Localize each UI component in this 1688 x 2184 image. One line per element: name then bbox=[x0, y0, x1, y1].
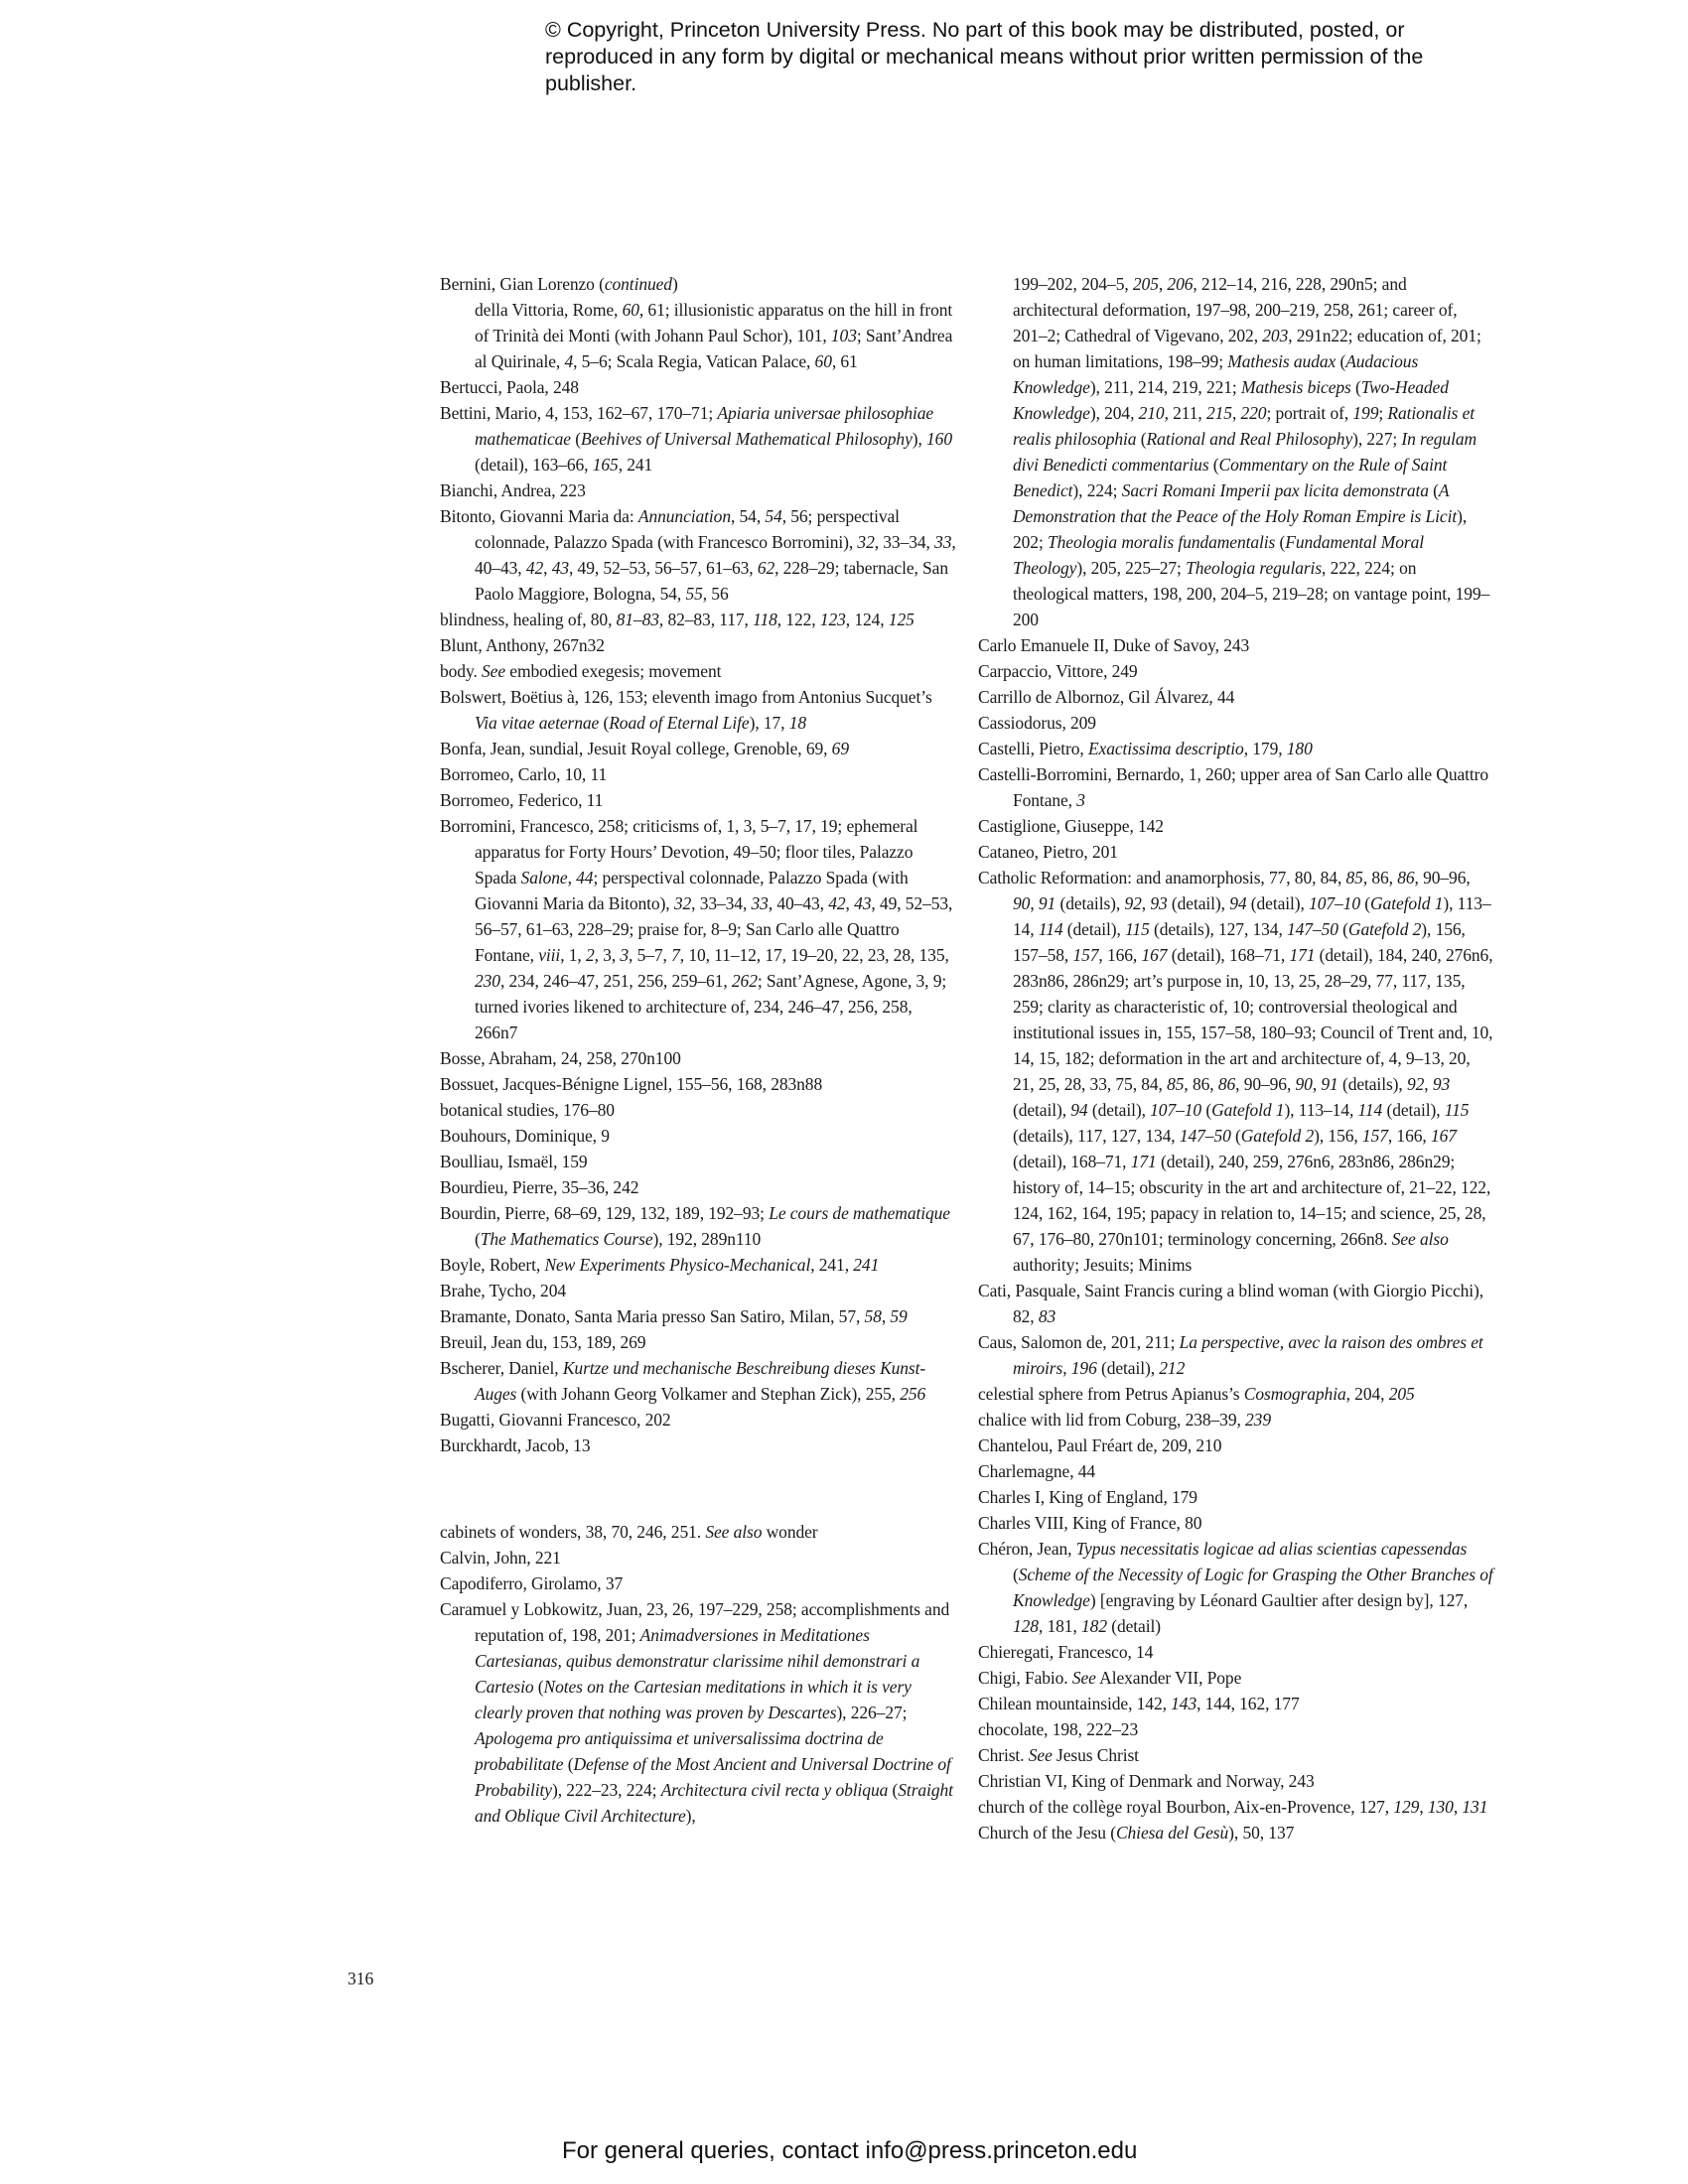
index-entry: chalice with lid from Coburg, 238–39, 239 bbox=[978, 1410, 1271, 1430]
index-entry: blindness, healing of, 80, 81–83, 82–83, 117, 118, 122, 123, 124, 125 bbox=[440, 610, 914, 629]
index-entry: Carpaccio, Vittore, 249 bbox=[978, 661, 1138, 681]
footer-contact: For general queries, contact info@press.princeton.edu bbox=[562, 2137, 1138, 2164]
index-entry: Carrillo de Albornoz, Gil Álvarez, 44 bbox=[978, 687, 1235, 707]
index-entry: Chilean mountainside, 142, 143, 144, 162, 177 bbox=[978, 1694, 1300, 1713]
index-entry: Bramante, Donato, Santa Maria presso San Satiro, Milan, 57, 58, 59 bbox=[440, 1306, 908, 1326]
index-entry: Boulliau, Ismaël, 159 bbox=[440, 1152, 588, 1171]
index-entry: Bertucci, Paola, 248 bbox=[440, 377, 579, 397]
section-gap bbox=[440, 1476, 956, 1502]
index-column-right bbox=[978, 271, 1494, 1845]
index-entry: Bourdin, Pierre, 68–69, 129, 132, 189, 192–93; Le cours de mathematique (The Mathematics Course), 192, 289n110 bbox=[440, 1203, 950, 1249]
index-entry: Castelli-Borromini, Bernardo, 1, 260; upper area of San Carlo alle Quattro Fontane, 3 bbox=[978, 764, 1489, 810]
index-entry: Bugatti, Giovanni Francesco, 202 bbox=[440, 1410, 671, 1430]
index-column-left bbox=[440, 271, 956, 1829]
index-entry: Bolswert, Boëtius à, 126, 153; eleventh imago from Antonius Sucquet’s Via vitae aeternae (Road of Eternal Life), 17, 18 bbox=[440, 687, 932, 733]
index-entry: Chéron, Jean, Typus necessitatis logicae ad alias scientias capessendas (Scheme of the Necessity of Logic for Grasping the Other Branches of Knowledge) [engraving by Léonard Gaultier after design by], 127, 128, 181, 182 (detail) bbox=[978, 1539, 1493, 1636]
index-entry: Borromeo, Carlo, 10, 11 bbox=[440, 764, 608, 784]
index-entry: Bosse, Abraham, 24, 258, 270n100 bbox=[440, 1048, 681, 1068]
index-entry: Charles VIII, King of France, 80 bbox=[978, 1513, 1202, 1533]
index-entry: Bettini, Mario, 4, 153, 162–67, 170–71; Apiaria universae philosophiae mathematicae (Beehives of Universal Mathematical Philosophy), 160 (detail), 163–66, 165, 241 bbox=[440, 403, 952, 475]
index-entry: Bernini, Gian Lorenzo (continued) bbox=[440, 274, 678, 294]
index-entry: Borromeo, Federico, 11 bbox=[440, 790, 604, 810]
index-entry: Caramuel y Lobkowitz, Juan, 23, 26, 197–229, 258; accomplishments and reputation of, 198, 201; Animadversiones in Meditationes Cartesianas, quibus demonstratur clarissime nihil demonstrari a Cartesio (Notes on the Cartesian meditations in which it is very clearly proven that nothing was proven by Descartes), 226–27; Apologema pro antiquissima et universalissima doctrina de probabilitate (Defense of the Most Ancient and Universal Doctrine of Probability), 222–23, 224; Architectura civil recta y obliqua (Straight and Oblique Civil Architecture), bbox=[440, 1599, 953, 1826]
index-entry: church of the collège royal Bourbon, Aix-en-Provence, 127, 129, 130, 131 bbox=[978, 1797, 1488, 1817]
index-entry: Bossuet, Jacques-Bénigne Lignel, 155–56, 168, 283n88 bbox=[440, 1074, 823, 1094]
index-entry: Charles I, King of England, 179 bbox=[978, 1487, 1197, 1507]
index-entry: Calvin, John, 221 bbox=[440, 1548, 561, 1568]
index-entry: Borromini, Francesco, 258; criticisms of, 1, 3, 5–7, 17, 19; ephemeral apparatus for Forty Hours’ Devotion, 49–50; floor tiles, Palazzo Spada Salone, 44; perspectival colonnade, Palazzo Spada (with Giovanni Maria da Bitonto), 32, 33–34, 33, 40–43, 42, 43, 49, 52–53, 56–57, 61–63, 228–29; praise for, 8–9; San Carlo alle Quattro Fontane, viii, 1, 2, 3, 3, 5–7, 7, 10, 11–12, 17, 19–20, 22, 23, 28, 135, 230, 234, 246–47, 251, 256, 259–61, 262; Sant’Agnese, Agone, 3, 9; turned ivories likened to architecture of, 234, 246–47, 256, 258, 266n7 bbox=[440, 816, 953, 1042]
index-entry: Bonfa, Jean, sundial, Jesuit Royal college, Grenoble, 69, 69 bbox=[440, 739, 849, 758]
index-entry: Charlemagne, 44 bbox=[978, 1461, 1096, 1481]
index-entry: celestial sphere from Petrus Apianus’s Cosmographia, 204, 205 bbox=[978, 1384, 1415, 1404]
index-entry: Cassiodorus, 209 bbox=[978, 713, 1096, 733]
index-entry: cabinets of wonders, 38, 70, 246, 251. See also wonder bbox=[440, 1522, 818, 1542]
index-entry: body. See embodied exegesis; movement bbox=[440, 661, 722, 681]
index-entry: Cati, Pasquale, Saint Francis curing a blind woman (with Giorgio Picchi), 82, 83 bbox=[978, 1281, 1484, 1326]
index-entry: Carlo Emanuele II, Duke of Savoy, 243 bbox=[978, 635, 1250, 655]
index-entry: Catholic Reformation: and anamorphosis, 77, 80, 84, 85, 86, 86, 90–96, 90, 91 (details), 92, 93 (detail), 94 (detail), 107–10 (Gatefold 1), 113–14, 114 (detail), 115 (details), 127, 134, 147–50 (Gatefold 2), 156, 157–58, 157, 166, 167 (detail), 168–71, 171 (detail), 184, 240, 276n6, 283n86, 286n29; art’s purpose in, 10, 13, 25, 28–29, 77, 117, 135, 259; clarity as characteristic of, 10; controversial theological and institutional issues in, 155, 157–58, 180–93; Council of Trent and, 10, 14, 15, 182; deformation in the art and architecture of, 4, 9–13, 20, 21, 25, 28, 33, 75, 84, 85, 86, 86, 90–96, 90, 91 (details), 92, 93 (detail), 94 (detail), 107–10 (Gatefold 1), 113–14, 114 (detail), 115 (details), 117, 127, 134, 147–50 (Gatefold 2), 156, 157, 166, 167 (detail), 168–71, 171 (detail), 240, 259, 276n6, 283n86, 286n29; history of, 14–15; obscurity in the art and architecture of, 21–22, 122, 124, 162, 164, 195; papacy in relation to, 14–15; and science, 25, 28, 67, 176–80, 270n101; terminology concerning, 266n8. See also authority; Jesuits; Minims bbox=[978, 868, 1493, 1275]
index-entry: Bitonto, Giovanni Maria da: Annunciation, 54, 54, 56; perspectival colonnade, Palazzo Spada (with Francesco Borromini), 32, 33–34, 33, 40–43, 42, 43, 49, 52–53, 56–57, 61–63, 62, 228–29; tabernacle, San Paolo Maggiore, Bologna, 54, 55, 56 bbox=[440, 506, 956, 604]
index-entry: Bianchi, Andrea, 223 bbox=[440, 480, 586, 500]
copyright-notice: © Copyright, Princeton University Press. No part of this book may be distributed, posted, or reproduced in any form by digital or mechanical means without prior written permission of the publisher. bbox=[545, 18, 1424, 95]
index-entry: Bouhours, Dominique, 9 bbox=[440, 1126, 610, 1146]
index-entry: Chantelou, Paul Fréart de, 209, 210 bbox=[978, 1435, 1222, 1455]
index-entry: Castelli, Pietro, Exactissima descriptio, 179, 180 bbox=[978, 739, 1313, 758]
index-entry: Castiglione, Giuseppe, 142 bbox=[978, 816, 1164, 836]
index-entry: botanical studies, 176–80 bbox=[440, 1100, 615, 1120]
index-entry: chocolate, 198, 222–23 bbox=[978, 1719, 1139, 1739]
index-entry-continuation: 199–202, 204–5, 205, 206, 212–14, 216, 228, 290n5; and architectural deformation, 197–98, 200–219, 258, 261; career of, 201–2; Cathedral of Vigevano, 202, 203, 291n22; education of, 201; on human limitations, 198–99; Mathesis audax (Audacious Knowledge), 211, 214, 219, 221; Mathesis biceps (Two-Headed Knowledge), 204, 210, 211, 215, 220; portrait of, 199; Rationalis et realis philosophia (Rational and Real Philosophy), 227; In regulam divi Benedicti commentarius (Commentary on the Rule of Saint Benedict), 224; Sacri Romani Imperii pax licita demonstrata (A Demonstration that the Peace of the Holy Roman Empire is Licit), 202; Theologia moralis fundamentalis (Fundamental Moral Theology), 205, 225–27; Theologia regularis, 222, 224; on theological matters, 198, 200, 204–5, 219–28; on vantage point, 199–200 bbox=[1013, 274, 1490, 629]
index-entry: Christian VI, King of Denmark and Norway, 243 bbox=[978, 1771, 1315, 1791]
page-number: 316 bbox=[348, 1969, 374, 1988]
index-entry: Church of the Jesu (Chiesa del Gesù), 50, 137 bbox=[978, 1823, 1295, 1843]
index-entry: Breuil, Jean du, 153, 189, 269 bbox=[440, 1332, 646, 1352]
index-entry: Burckhardt, Jacob, 13 bbox=[440, 1435, 591, 1455]
index-entry: Brahe, Tycho, 204 bbox=[440, 1281, 567, 1300]
index-entry: Capodiferro, Girolamo, 37 bbox=[440, 1573, 624, 1593]
index-entry: Chigi, Fabio. See Alexander VII, Pope bbox=[978, 1668, 1242, 1688]
index-entry: Bourdieu, Pierre, 35–36, 242 bbox=[440, 1177, 639, 1197]
index-entry-continuation: della Vittoria, Rome, 60, 61; illusionistic apparatus on the hill in front of Trinità dei Monti (with Johann Paul Schor), 101, 103; Sant’Andrea al Quirinale, 4, 5–6; Scala Regia, Vatican Palace, 60, 61 bbox=[475, 300, 953, 371]
index-entry: Caus, Salomon de, 201, 211; La perspective, avec la raison des ombres et miroirs, 196 (detail), 212 bbox=[978, 1332, 1483, 1378]
index-entry: Bscherer, Daniel, Kurtze und mechanische Beschreibung dieses Kunst-Auges (with Johann Georg Volkamer and Stephan Zick), 255, 256 bbox=[440, 1358, 926, 1404]
index-entry: Cataneo, Pietro, 201 bbox=[978, 842, 1118, 862]
index-entry: Christ. See Jesus Christ bbox=[978, 1745, 1139, 1765]
index-entry: Blunt, Anthony, 267n32 bbox=[440, 635, 605, 655]
index-entry: Boyle, Robert, New Experiments Physico-Mechanical, 241, 241 bbox=[440, 1255, 880, 1275]
index-entry: Chieregati, Francesco, 14 bbox=[978, 1642, 1154, 1662]
